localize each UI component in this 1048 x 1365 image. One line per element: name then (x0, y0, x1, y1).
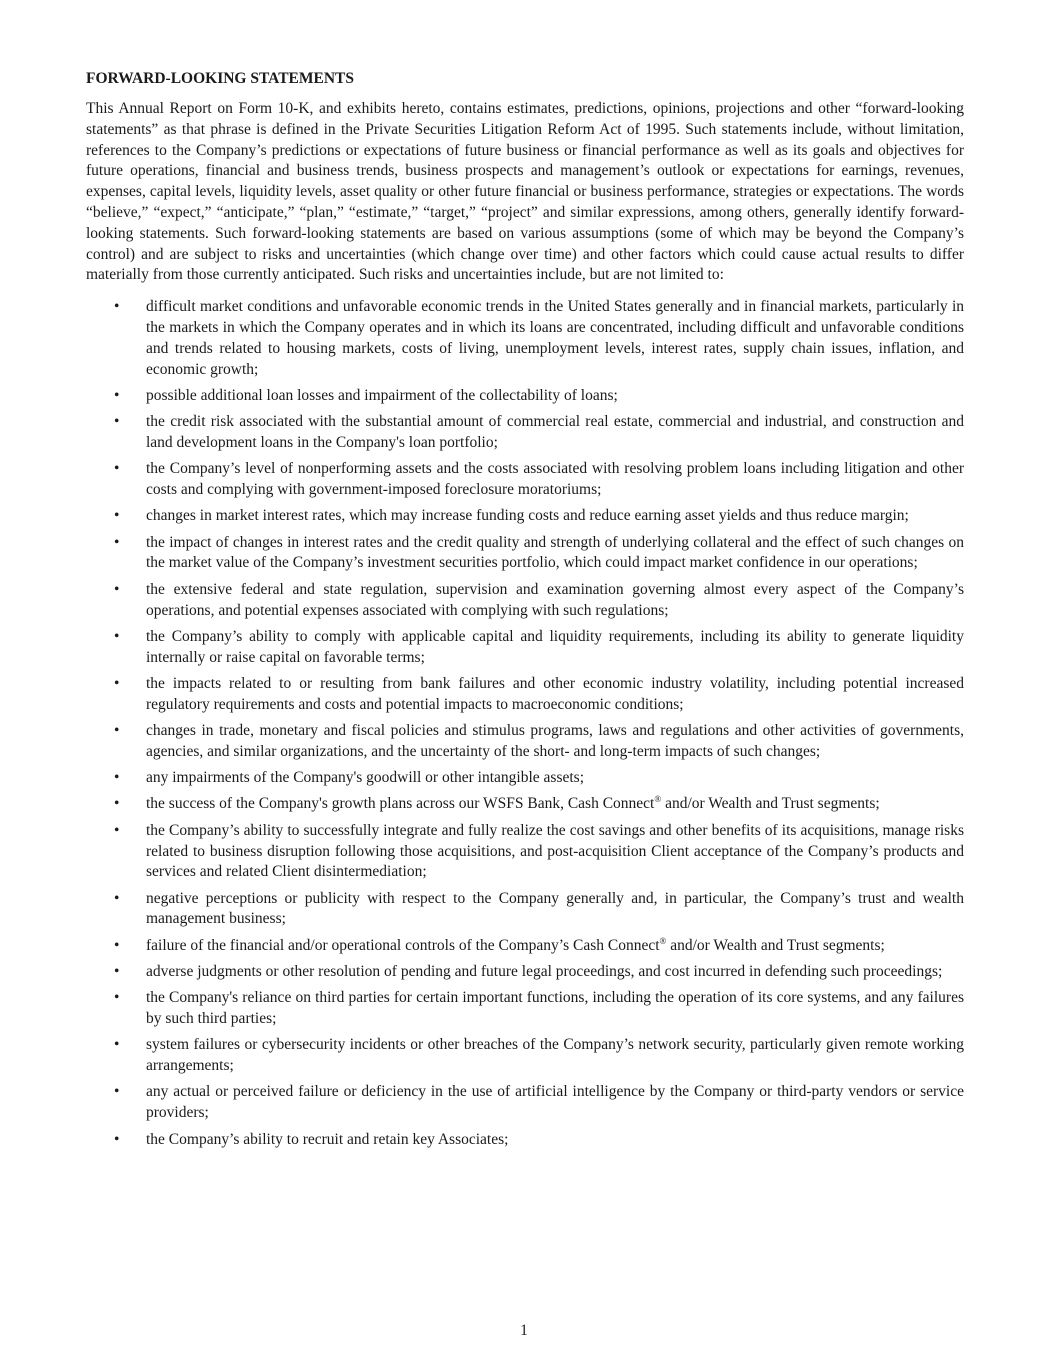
bullet-icon: • (114, 413, 120, 431)
list-item-text: the Company’s ability to comply with applicable capital and liquidity requirements, including its ability to generate liquidity internally or raise capital on favorable terms; (146, 627, 964, 666)
list-item-text: the Company’s ability to recruit and retain key Associates; (146, 1130, 509, 1148)
list-item (86, 533, 964, 575)
list-item-text: system failures or cybersecurity incidents or other breaches of the Company’s network security, particularly given remote working arrangements; (146, 1036, 964, 1075)
list-item (86, 674, 964, 716)
bullet-icon: • (114, 769, 120, 787)
list-item (86, 1082, 964, 1124)
bullet-icon: • (114, 674, 120, 692)
list-item-text: adverse judgments or other resolution of pending and future legal proceedings, and cost incurred in defending such proceedings; (146, 962, 943, 980)
list-item-text: changes in trade, monetary and fiscal policies and stimulus programs, laws and regulations and other activities of governments, agencies, and similar organizations, and the uncertainty of the short- and long-term impacts of such changes; (146, 722, 964, 760)
bullet-icon: • (114, 1130, 120, 1148)
list-item (86, 936, 964, 957)
list-item (86, 627, 964, 669)
list-item-text: any actual or perceived failure or deficiency in the use of artificial intelligence by the Company or third-party vendors or service providers; (146, 1083, 964, 1122)
list-item (86, 821, 964, 883)
list-item-text: the success of the Company's growth plans across our WSFS Bank, Cash Connect® and/or Wealth and Trust segments; (146, 794, 880, 813)
list-item-text: failure of the financial and/or operational controls of the Company’s Cash Connect® and/or Wealth and Trust segments; (146, 935, 885, 954)
list-item (86, 297, 964, 380)
list-item-text: the impacts related to or resulting from bank failures and other economic industry volatility, including potential increased regulatory requirements and costs and potential impacts to macroeconomic conditions; (146, 674, 964, 713)
list-item-text: the Company’s level of nonperforming assets and the costs associated with resolving problem loans including litigation and other costs and complying with government-imposed foreclosure moratoriums; (146, 460, 964, 499)
bullet-icon: • (114, 507, 120, 525)
bullet-icon: • (114, 795, 120, 813)
list-item-text: the credit risk associated with the substantial amount of commercial real estate, commercial and industrial, and construction and land development loans in the Company's loan portfolio; (146, 413, 964, 451)
list-item (86, 794, 964, 815)
bullet-icon: • (114, 936, 120, 954)
list-item-text: the extensive federal and state regulation, supervision and examination governing almost every aspect of the Company’s operations, and potential expenses associated with complying with such regulations; (146, 580, 964, 619)
bullet-icon: • (114, 1083, 120, 1101)
bullet-icon: • (114, 298, 120, 316)
list-item (86, 459, 964, 501)
list-item-text: any impairments of the Company's goodwill or other intangible assets; (146, 769, 585, 787)
list-item-text: possible additional loan losses and impairment of the collectability of loans; (146, 386, 618, 404)
list-item (86, 506, 964, 527)
list-item-text: changes in market interest rates, which may increase funding costs and reduce earning asset yields and thus reduce margin; (146, 507, 909, 525)
bullet-icon: • (114, 386, 120, 404)
forward-looking-statements-section (86, 68, 964, 1156)
list-item (86, 1035, 964, 1077)
registered-mark: ® (659, 935, 667, 946)
list-item (86, 412, 964, 454)
list-item-text: negative perceptions or publicity with respect to the Company generally and, in particular, the Company’s trust and wealth management business; (146, 889, 964, 928)
bullet-icon: • (114, 821, 120, 839)
list-item (86, 386, 964, 407)
list-item-text: the Company’s ability to successfully integrate and fully realize the cost savings and other benefits of its acquisitions, manage risks related to business disruption following those acquisitions, and post-acquisition Client acceptance of the Company’s products and services and related Client disintermediation; (146, 821, 964, 881)
bullet-icon: • (114, 533, 120, 551)
list-item (86, 962, 964, 983)
list-item (86, 1130, 964, 1151)
page-number: 1 (520, 1322, 528, 1339)
intro-paragraph: This Annual Report on Form 10-K, and exhibits hereto, contains estimates, predictions, opinions, projections and other “forward-looking statements” as that phrase is defined in the Private Securities Litigation Reform Act of 1995. Such statements include, without limitation, references to the Company’s predictions or expectations of future business or financial performance as well as its goals and objectives for future operations, financial and business trends, business prospects and management’s outlook or expectations for earnings, revenues, expenses, capital levels, liquidity levels, asset quality or other future financial or business performance, strategies or expectations. The words “believe,” “expect,” “anticipate,” “plan,” “estimate,” “target,” “project” and similar expressions, among others, generally identify forward-looking statements. Such forward-looking statements are based on various assumptions (some of which may be beyond the Company’s control) and are subject to risks and uncertainties (which change over time) and other factors which could cause actual results to differ materially from those currently anticipated. Such risks and uncertainties include, but are not limited to: (86, 100, 964, 284)
bullet-icon: • (114, 460, 120, 478)
bullet-icon: • (114, 1036, 120, 1054)
section-heading: FORWARD-LOOKING STATEMENTS (86, 70, 355, 87)
risk-factor-list (86, 297, 964, 1150)
list-item-text: the Company's reliance on third parties for certain important functions, including the operation of its core systems, and any failures by such third parties; (146, 989, 964, 1028)
bullet-icon: • (114, 722, 120, 740)
list-item-text: the impact of changes in interest rates and the credit quality and strength of underlying collateral and the effect of such changes on the market value of the Company’s investment securities portfolio, which could impact market confidence in our operations; (146, 533, 964, 572)
bullet-icon: • (114, 889, 120, 907)
list-item (86, 889, 964, 931)
bullet-icon: • (114, 627, 120, 645)
list-item (86, 988, 964, 1030)
registered-mark: ® (654, 794, 662, 805)
list-item (86, 721, 964, 763)
list-item (86, 768, 964, 789)
list-item-text: difficult market conditions and unfavorable economic trends in the United States generally and in financial markets, particularly in the markets in which the Company operates and in which its loans are concentrated, including difficult and unfavorable conditions and trends related to housing markets, costs of living, unemployment levels, interest rates, supply chain issues, inflation, and economic growth; (146, 298, 964, 378)
bullet-icon: • (114, 962, 120, 980)
bullet-icon: • (114, 580, 120, 598)
bullet-icon: • (114, 989, 120, 1007)
list-item (86, 580, 964, 622)
